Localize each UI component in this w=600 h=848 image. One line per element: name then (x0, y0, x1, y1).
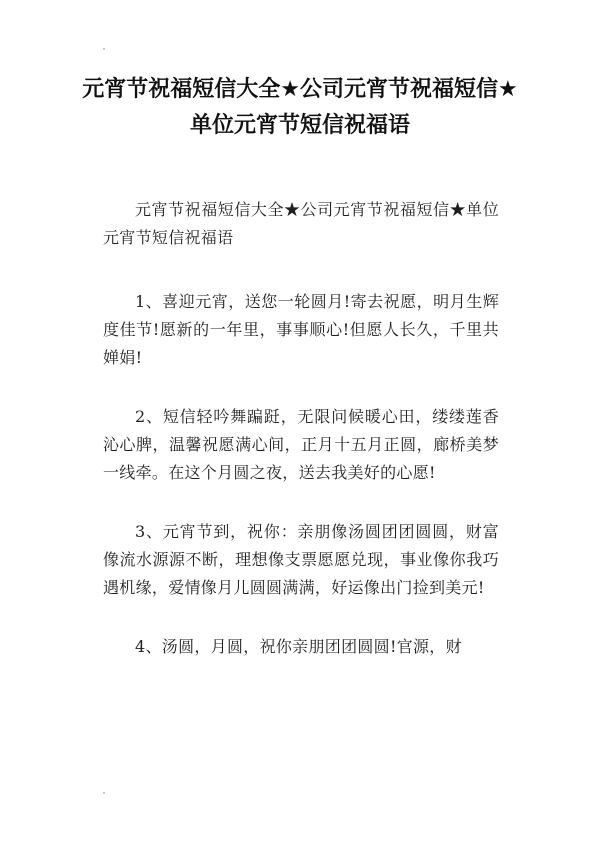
document-body (103, 196, 499, 692)
paragraph-1: 1、喜迎元宵，送您一轮圆月!寄去祝愿，明月生辉度佳节!愿新的一年里，事事顺心!但愿人长久，千里共婵娟! (103, 292, 499, 367)
paragraph-intro: 元宵节祝福短信大全★公司元宵节祝福短信★单位元宵节短信祝福语 (103, 200, 499, 247)
corner-mark-bottom (103, 792, 105, 794)
corner-mark-top (103, 48, 105, 50)
document-title: 元宵节祝福短信大全★公司元宵节祝福短信★单位元宵节短信祝福语 (82, 77, 518, 138)
paragraph-2: 2、短信轻吟舞蹁跹，无限问候暖心田，缕缕莲香沁心脾，温馨祝愿满心间，正月十五月正圆，廊桥美梦一线牵。在这个月圆之夜，送去我美好的心愿! (103, 407, 499, 482)
paragraph-3: 3、元宵节到，祝你：亲朋像汤圆团团圆圆，财富像流水源源不断，理想像支票愿愿兑现，事业像你我巧遇机缘，爱情像月儿圆圆满满，好运像出门捡到美元! (103, 522, 499, 597)
paragraph-4: 4、汤圆，月圆，祝你亲朋团团圆圆!官源，财 (135, 637, 462, 656)
